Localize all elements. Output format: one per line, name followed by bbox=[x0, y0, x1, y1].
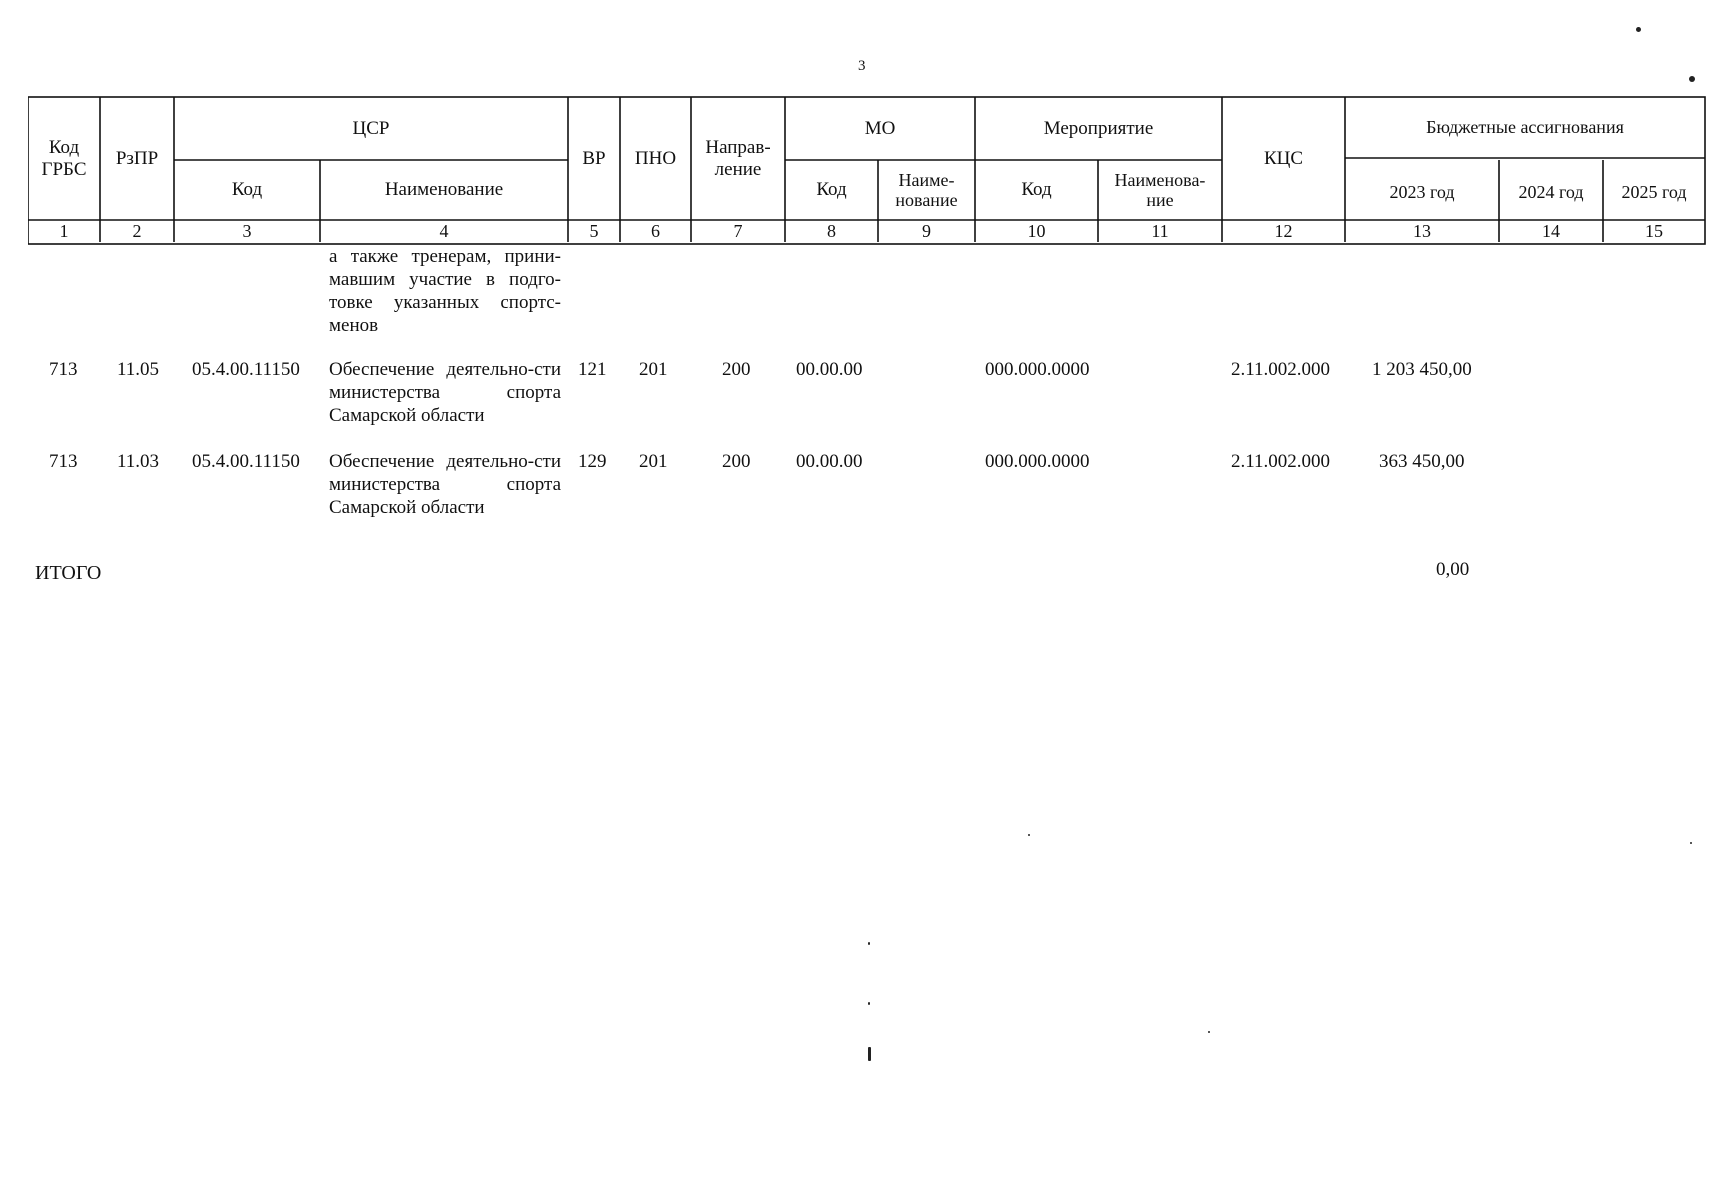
header-napr: Направ-ление bbox=[705, 137, 771, 180]
scan-speck bbox=[1689, 76, 1695, 82]
cell-rzpr: 11.03 bbox=[117, 451, 160, 472]
total-value: 0,00 bbox=[1436, 559, 1470, 580]
header-vr: ВР bbox=[582, 147, 606, 169]
header-csr-naim: Наименование bbox=[384, 179, 504, 201]
cell-napr: 200 bbox=[722, 359, 751, 380]
column-number: 8 bbox=[827, 220, 836, 241]
header-kcs: КЦС bbox=[1263, 147, 1304, 169]
cell-csr-naim: Обеспечение деятельно-сти министерства спорта Самарской области bbox=[329, 359, 561, 426]
header-merop: Мероприятие bbox=[1043, 117, 1154, 139]
scan-speck bbox=[1636, 27, 1641, 32]
column-number: 3 bbox=[242, 220, 252, 241]
cell-napr: 200 bbox=[722, 451, 751, 472]
column-number: 10 bbox=[1027, 220, 1046, 241]
page-number: 3 bbox=[858, 58, 866, 74]
cell-pno: 201 bbox=[639, 451, 668, 472]
header-csr: ЦСР bbox=[352, 117, 390, 139]
cell-merop-kod: 000.000.0000 bbox=[985, 451, 1090, 472]
column-number: 14 bbox=[1542, 220, 1560, 241]
cell-vr: 121 bbox=[578, 359, 607, 380]
header-2025: 2025 год bbox=[1621, 182, 1687, 203]
cell-mo-kod: 00.00.00 bbox=[796, 451, 863, 472]
header-mo-kod: Код bbox=[816, 179, 847, 201]
cell-csr-kod: 05.4.00.11150 bbox=[192, 451, 300, 472]
table-row bbox=[0, 450, 1724, 525]
scan-speck bbox=[1690, 842, 1692, 844]
header-csr-kod: Код bbox=[231, 179, 263, 201]
column-number: 7 bbox=[733, 220, 743, 241]
header-mo: МО bbox=[864, 117, 896, 139]
column-number: 9 bbox=[922, 220, 931, 241]
cell-grbs: 713 bbox=[49, 451, 78, 472]
continuation-row bbox=[0, 245, 1724, 340]
column-number: 15 bbox=[1645, 220, 1663, 241]
cell-2023: 1 203 450,00 bbox=[1372, 359, 1472, 380]
cell-kcs: 2.11.002.000 bbox=[1231, 359, 1331, 380]
cell-grbs: 713 bbox=[49, 359, 78, 380]
column-number: 13 bbox=[1413, 220, 1431, 241]
cell-vr: 129 bbox=[578, 451, 607, 472]
header-merop-naim: Наименова-ние bbox=[1114, 169, 1206, 210]
column-number: 2 bbox=[132, 220, 142, 241]
header-budget: Бюджетные ассигнования bbox=[1426, 117, 1624, 138]
scan-speck bbox=[868, 1002, 870, 1005]
continuation-text: а также тренерам, прини-мавшим участие в подго-товке указанных спортс-менов bbox=[329, 246, 561, 336]
column-number: 1 bbox=[59, 220, 69, 241]
cell-pno: 201 bbox=[639, 359, 668, 380]
header-pno: ПНО bbox=[634, 147, 677, 169]
header-mo-naim: Наиме-нование bbox=[895, 169, 958, 210]
cell-2023: 363 450,00 bbox=[1379, 451, 1465, 472]
cell-merop-kod: 000.000.0000 bbox=[985, 359, 1090, 380]
total-label: ИТОГО bbox=[35, 562, 102, 584]
cell-csr-naim: Обеспечение деятельно-сти министерства спорта Самарской области bbox=[329, 451, 561, 518]
scan-speck bbox=[1028, 834, 1030, 836]
cell-kcs: 2.11.002.000 bbox=[1231, 451, 1331, 472]
cell-mo-kod: 00.00.00 bbox=[796, 359, 863, 380]
column-number: 12 bbox=[1274, 220, 1293, 241]
header-rzpr: РзПР bbox=[115, 147, 159, 169]
table-row bbox=[0, 358, 1724, 433]
header-2023: 2023 год bbox=[1389, 182, 1455, 203]
column-number: 5 bbox=[589, 220, 599, 241]
cell-csr-kod: 05.4.00.11150 bbox=[192, 359, 300, 380]
column-number: 4 bbox=[439, 220, 449, 241]
cell-rzpr: 11.05 bbox=[117, 359, 160, 380]
scan-speck bbox=[1208, 1031, 1210, 1033]
header-2024: 2024 год bbox=[1518, 182, 1584, 203]
column-number: 11 bbox=[1151, 220, 1169, 241]
header-merop-kod: Код bbox=[1021, 179, 1052, 201]
scan-speck bbox=[868, 1047, 871, 1061]
column-number: 6 bbox=[651, 220, 660, 241]
header-kod-grbs: Код ГРБС bbox=[41, 137, 87, 180]
scan-speck bbox=[868, 942, 870, 945]
